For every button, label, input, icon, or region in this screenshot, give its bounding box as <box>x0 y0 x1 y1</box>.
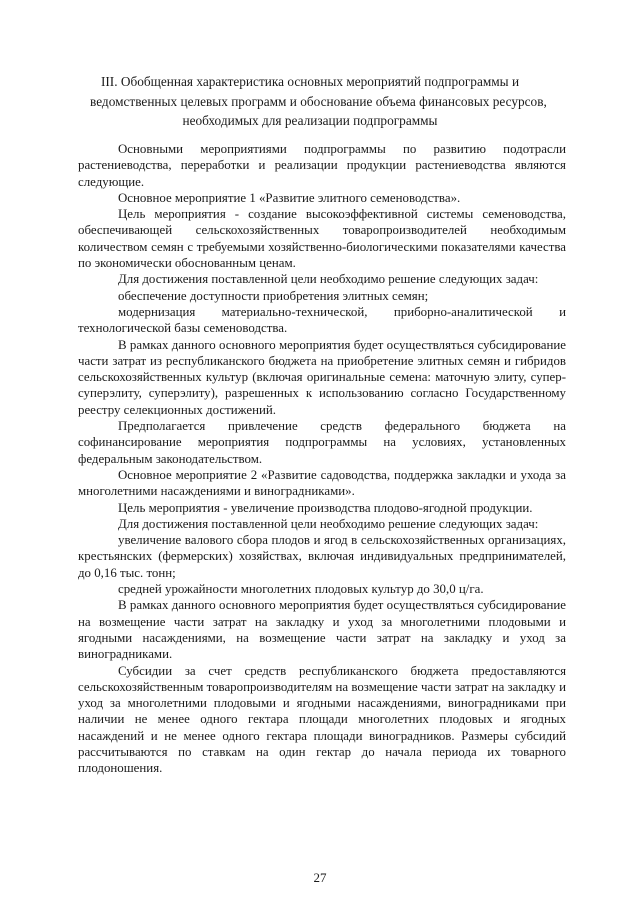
paragraph-intro: Основными мероприятиями подпрограммы по развитию подотрасли растениеводства, переработки и реализации продукции растениеводства являются следующие. <box>78 142 566 189</box>
paragraph-measure-1-goal: Цель мероприятия - создание высокоэффективной системы семеноводства, обеспечивающей сельскохозяйственных товаропроизводителей необходимым количеством семян с требуемыми хозяйственно-биологическими показателями качества по экономически обоснованным ценам. <box>78 207 566 271</box>
paragraph-tasks-intro-2: Для достижения поставленной цели необходимо решение следующих задач: <box>118 516 539 531</box>
paragraph-task-harvest: увеличение валового сбора плодов и ягод в сельскохозяйственных организациях, крестьянских (фермерских) хозяйствах, включая индивидуальных предпринимателей, до 0,16 тыс. тонн; <box>78 533 566 580</box>
paragraph-subsidy-seeds: В рамках данного основного мероприятия будет осуществляться субсидирование части затрат из республиканского бюджета на приобретение элитных семян и гибридов сельскохозяйственных культур (включая оригинальные семена: маточную элиту, супер-суперэлиту, суперэлиту), разрешенных к использованию согласно Государственному реестру селекционных достижений. <box>78 337 566 417</box>
paragraph-task-2: модернизация материально-технической, приборно-аналитической и технологической базы семеноводства. <box>78 304 566 336</box>
heading-line-3: необходимых для реализации подпрограммы <box>182 113 438 128</box>
paragraph-subsidy-orchards: В рамках данного основного мероприятия будет осуществляться субсидирование на возмещение части затрат на закладку и уход за многолетними плодовыми и ягодными насаждениями, на возмещение части затрат на закладку и уход за виноградниками. <box>78 598 566 662</box>
paragraph-task-yield: средней урожайности многолетних плодовых культур до 30,0 ц/га. <box>118 582 484 597</box>
paragraph-measure-2-title: Основное мероприятие 2 «Развитие садоводства, поддержка закладки и ухода за многолетними насаждениями и виноградниками». <box>78 467 566 499</box>
page-number: 27 <box>313 870 327 885</box>
paragraph-measure-2-goal: Цель мероприятия - увеличение производства плодово-ягодной продукции. <box>118 500 533 515</box>
paragraph-task-1: обеспечение доступности приобретения элитных семян; <box>118 288 429 303</box>
section-heading <box>90 72 547 131</box>
heading-line-1: III. Обобщенная характеристика основных мероприятий подпрограммы и <box>100 74 520 89</box>
paragraph-federal-funding: Предполагается привлечение средств федерального бюджета на софинансирование мероприятия подпрограммы на условиях, установленных федеральным законодательством. <box>78 419 566 466</box>
paragraph-tasks-intro: Для достижения поставленной цели необходимо решение следующих задач: <box>118 272 539 287</box>
heading-line-2: ведомственных целевых программ и обоснование объема финансовых ресурсов, <box>90 93 547 109</box>
body-text <box>78 141 566 777</box>
paragraph-subsidy-conditions: Субсидии за счет средств республиканского бюджета предоставляются сельскохозяйственным товаропроизводителям на возмещение части затрат на закладку и уход за многолетними плодовыми и ягодными насаждениями, виноградниками при наличии не менее одного гектара площади многолетних плодовых и ягодных насаждений и не менее одного гектара площади виноградников. Размеры субсидий рассчитываются по ставкам на один гектар до начала периода их товарного плодоношения. <box>78 663 566 776</box>
paragraph-measure-1-title: Основное мероприятие 1 «Развитие элитного семеноводства». <box>118 190 461 205</box>
